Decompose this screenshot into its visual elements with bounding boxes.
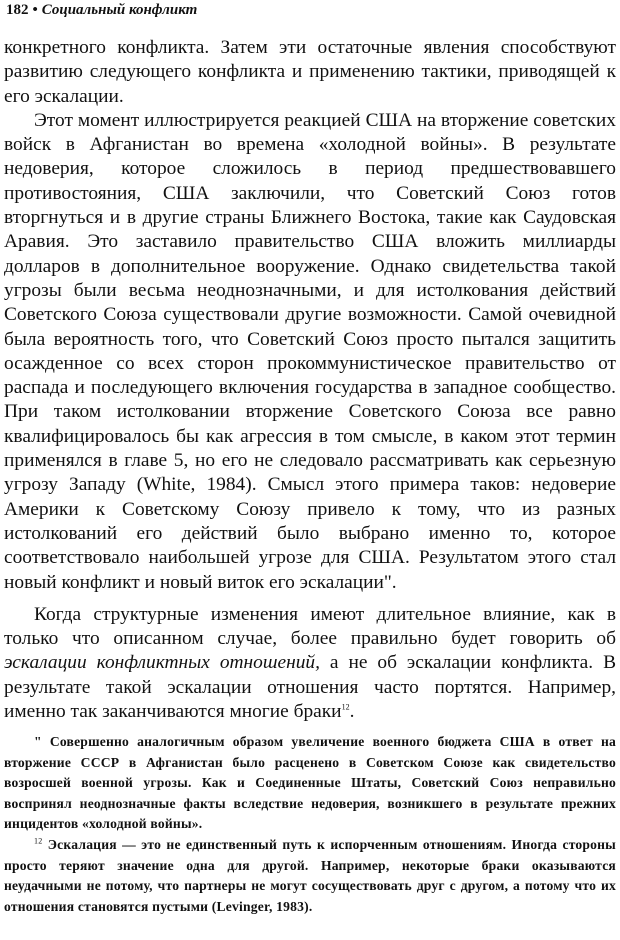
page-number: 182 [6, 2, 29, 18]
main-text [4, 36, 616, 724]
footnote-marker: 12 [34, 836, 43, 846]
paragraph-text-after: а не об эскалации конфликта. В результате такой эскалации отношения часто портятся. Например, именно так заканчиваются многие браки [4, 652, 616, 723]
header-separator: • [32, 2, 38, 18]
paragraph-usa-afghanistan: Этот момент иллюстрируется реакцией США на вторжение советских войск в Афганистан во времена «холодной войны». В результате недоверия, которое сложилось в период предшествовавшего противостояния, США заключили, что Советский Союз готов вторгнуться и в другие страны Ближнего Востока, такие как Саудовская Аравия. Это заставило правительство США вложить миллиарды долларов в дополнительное вооружение. Однако свидетельства такой угрозы были весьма неоднозначными, и для истолкования действий Советского Союза существовали другие возможности. Самой очевидной была вероятность того, что Советский Союз просто пытался защитить осажденное со всех сторон прокоммунистическое правительство от распада и последующего включения государства в западное сообщество. При таком истолковании вторжение Советского Союза все равно квалифицировалось бы как агрессия в том смысле, в каком этот термин применялся в главе 5, но его не следовало рассматривать как серьезную угрозу Западу (White, 1984). Смысл этого примера таков: недоверие Америки к Советскому Союзу привело к тому, что из разных истолкований его действий было выбрано именно то, которое соответствовало наибольшей угрозе для США. Результатом этого стал новый конфликт и новый виток его эскалации". [4, 109, 616, 593]
paragraph-structural-changes [4, 603, 616, 724]
footnote-text: Совершенно аналогичным образом увеличение военного бюджета США в ответ на вторжение СССР в Афганистан было расценено в Советском Союзе как свидетельство возросшей военной угрозы. Как и Соединенные Штаты, Советский Союз неправильно воспринял неоднозначные факты вследствие недоверия, возникшего в результате прежних инцидентов «холодной войны». [4, 734, 616, 832]
footnote-12 [4, 835, 616, 917]
paragraph-text-before: Когда структурные изменения имеют длительное влияние, как в только что описанном случае, более правильно будет говорить об [4, 603, 616, 650]
emphasized-phrase: эскалации конфликтных отношений, [4, 652, 320, 674]
running-title: Социальный конфликт [41, 2, 198, 18]
footnotes [4, 732, 616, 917]
footnote-text: Эскалация — это не единственный путь к испорченным отношениям. Иногда стороны просто теряют значение одна для другой. Например, некоторые браки оказываются неудачными не потому, что партнеры не могут сосуществовать друг с другом, а потому что их отношения становятся пустыми (Levinger, 1983). [4, 836, 616, 914]
footnote-11 [4, 732, 616, 835]
footnote-marker: " [34, 734, 42, 749]
paragraph-end: . [349, 701, 355, 723]
running-header [6, 0, 197, 22]
paragraph-continuation: конкретного конфликта. Затем эти остаточные явления способствуют развитию следующего конфликта и применению тактики, приводящей к его эскалации. [4, 37, 616, 107]
footnote-reference: 12 [341, 702, 350, 712]
